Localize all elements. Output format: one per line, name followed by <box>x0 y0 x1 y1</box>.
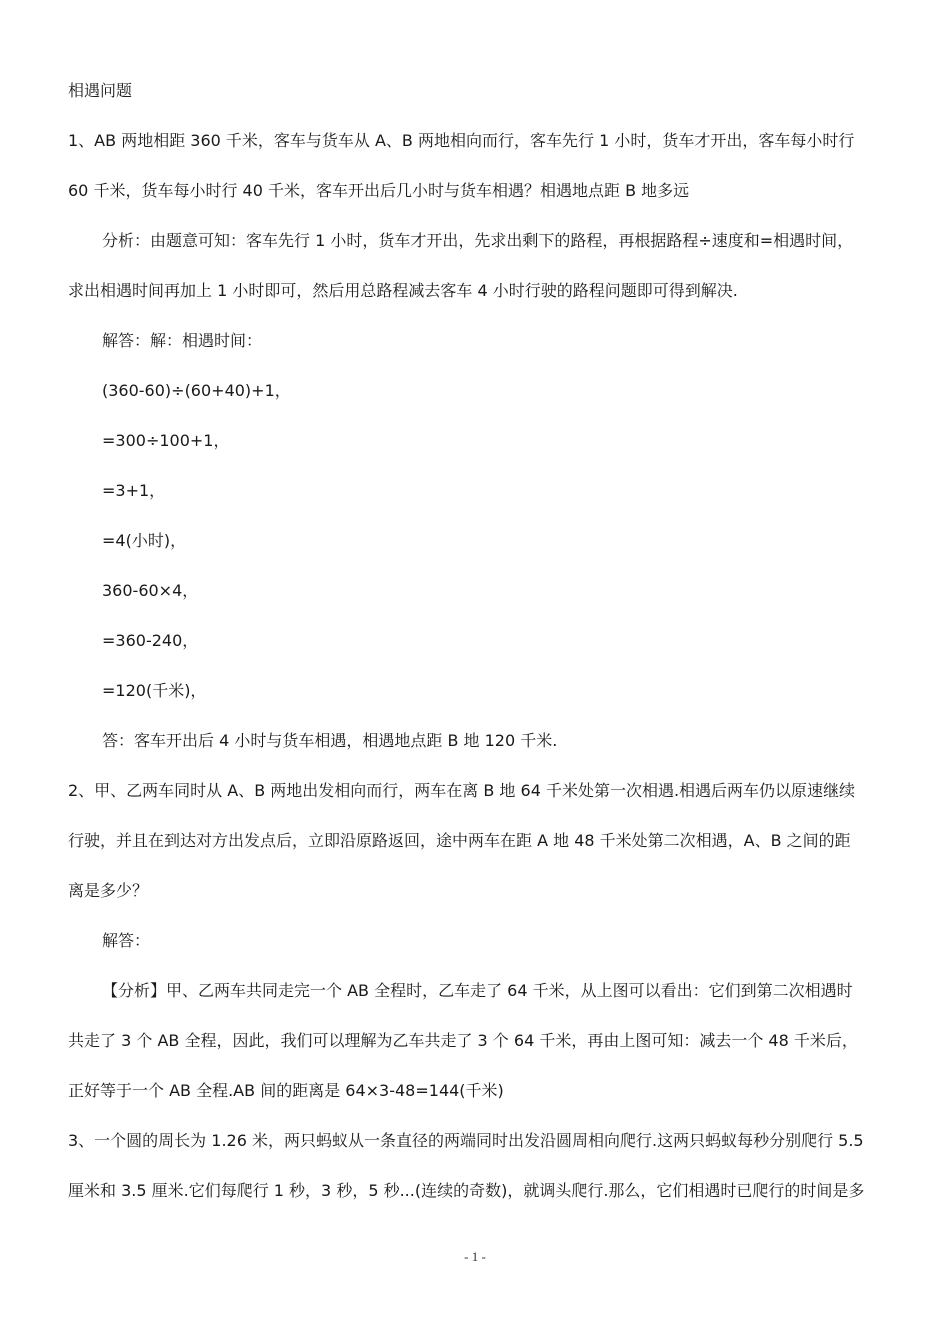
text-line: =3+1， <box>102 481 166 500</box>
text-line: 解答： <box>102 931 151 950</box>
text-line: =4(小时)， <box>102 531 187 550</box>
text-line: 共走了 3 个 AB 全程，因此，我们可以理解为乙车共走了 3 个 64 千米，再由上图可知：减去一个 48 千米后， <box>68 1031 858 1050</box>
text-line: 离是多少？ <box>68 881 149 900</box>
text-line: =120(千米)， <box>102 681 207 700</box>
text-line: 1、AB 两地相距 360 千米，客车与货车从 A、B 两地相向而行，客车先行 1 小时，货车才开出，客车每小时行 <box>68 131 855 150</box>
text-line: (360-60)÷(60+40)+1， <box>102 381 291 400</box>
text-line: 解答：解：相遇时间： <box>102 331 263 350</box>
text-line: =300÷100+1， <box>102 431 230 450</box>
text-line: 2、甲、乙两车同时从 A、B 两地出发相向而行，两车在离 B 地 64 千米处第一次相遇.相遇后两车仍以原速继续 <box>68 781 856 800</box>
text-line: 答：客车开出后 4 小时与货车相遇，相遇地点距 B 地 120 千米. <box>102 731 558 750</box>
text-line: 分析：由题意可知：客车先行 1 小时，货车才开出，先求出剩下的路程，再根据路程÷速度和=相遇时间， <box>102 231 854 250</box>
text-line: =360-240， <box>102 631 199 650</box>
text-line: 60 千米，货车每小时行 40 千米，客车开出后几小时与货车相遇？相遇地点距 B 地多远 <box>68 181 690 200</box>
text-line: 【分析】甲、乙两车共同走完一个 AB 全程时，乙车走了 64 千米，从上图可以看出：它们到第二次相遇时 <box>102 981 853 1000</box>
page-number: - 1 - <box>464 1249 486 1264</box>
text-line: 求出相遇时间再加上 1 小时即可，然后用总路程减去客车 4 小时行驶的路程问题即可得到解决. <box>68 281 738 300</box>
text-line: 正好等于一个 AB 全程.AB 间的距离是 64×3-48=144(千米) <box>68 1081 504 1100</box>
document-title: 相遇问题 <box>68 81 133 100</box>
text-line: 厘米和 3.5 厘米.它们每爬行 1 秒，3 秒，5 秒...(连续的奇数)，就调头爬行.那么，它们相遇时已爬行的时间是多 <box>68 1181 865 1200</box>
text-line: 行驶，并且在到达对方出发点后，立即沿原路返回，途中两车在距 A 地 48 千米处第二次相遇，A、B 之间的距 <box>68 831 851 850</box>
text-line: 360-60×4， <box>102 581 199 600</box>
text-line: 3、一个圆的周长为 1.26 米，两只蚂蚁从一条直径的两端同时出发沿圆周相向爬行.这两只蚂蚁每秒分别爬行 5.5 <box>68 1131 864 1150</box>
